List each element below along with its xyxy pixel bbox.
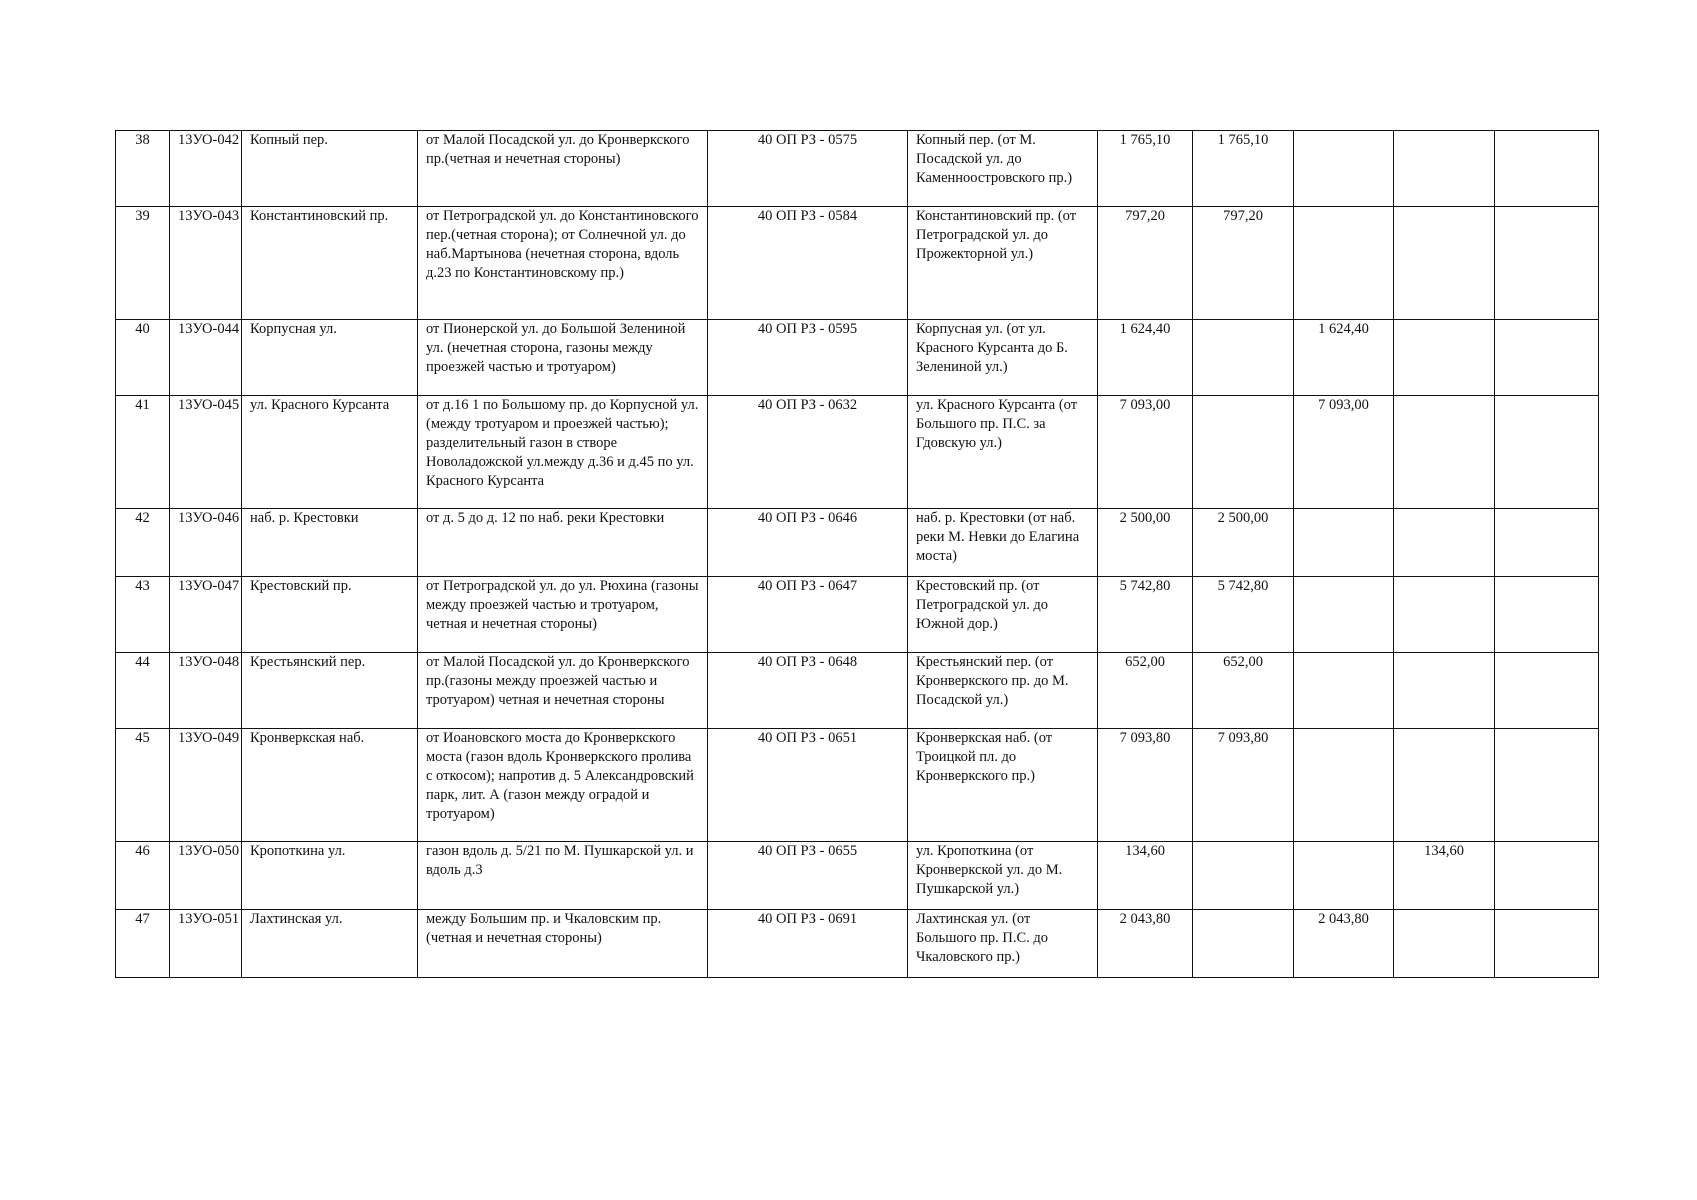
table-row — [116, 131, 1599, 207]
cell-location-description: от Малой Посадской ул. до Кронверкского пр.(четная и нечетная стороны) — [418, 131, 708, 207]
cell-registry-number: 40 ОП РЗ - 0632 — [708, 396, 908, 509]
table-row — [116, 577, 1599, 653]
cell-registry-number: 40 ОП РЗ - 0646 — [708, 509, 908, 577]
cell-value-1: 7 093,80 — [1193, 729, 1294, 842]
cell-number: 43 — [116, 577, 170, 653]
cell-code: 13УО-045 — [170, 396, 242, 509]
cell-street-name: Лахтинская ул. — [242, 910, 418, 978]
cell-street-name: Крестовский пр. — [242, 577, 418, 653]
cell-location-description: от Иоановского моста до Кронверкского моста (газон вдоль Кронверкского пролива с откосом); напротив д. 5 Александровский парк, лит. А (газон между оградой и тротуаром) — [418, 729, 708, 842]
cell-value-2: 2 043,80 — [1294, 910, 1394, 978]
cell-total-area: 5 742,80 — [1098, 577, 1193, 653]
cell-value-3 — [1394, 509, 1495, 577]
cell-value-3 — [1394, 207, 1495, 320]
cell-value-1: 797,20 — [1193, 207, 1294, 320]
cell-number: 40 — [116, 320, 170, 396]
cell-value-3 — [1394, 653, 1495, 729]
table-row — [116, 509, 1599, 577]
cell-street-name: Кронверкская наб. — [242, 729, 418, 842]
cell-location-description: между Большим пр. и Чкаловским пр.(четная и нечетная стороны) — [418, 910, 708, 978]
cell-value-2 — [1294, 729, 1394, 842]
table-row — [116, 207, 1599, 320]
table-body — [116, 131, 1599, 978]
cell-location-description: от д.16 1 по Большому пр. до Корпусной ул. (между тротуаром и проезжей частью); разделительный газон в створе Новоладожской ул.между д.36 и д.45 по ул. Красного Курсанта — [418, 396, 708, 509]
cell-code: 13УО-049 — [170, 729, 242, 842]
cell-registry-number: 40 ОП РЗ - 0655 — [708, 842, 908, 910]
cell-road-name: Корпусная ул. (от ул. Красного Курсанта до Б. Зелениной ул.) — [908, 320, 1098, 396]
cell-street-name: Константиновский пр. — [242, 207, 418, 320]
document-page — [115, 130, 1599, 978]
table-row — [116, 910, 1599, 978]
cell-number: 46 — [116, 842, 170, 910]
cell-registry-number: 40 ОП РЗ - 0575 — [708, 131, 908, 207]
cell-road-name: Кронверкская наб. (от Троицкой пл. до Кронверкского пр.) — [908, 729, 1098, 842]
table-row — [116, 842, 1599, 910]
cell-value-3 — [1394, 577, 1495, 653]
cell-street-name: ул. Красного Курсанта — [242, 396, 418, 509]
cell-code: 13УО-048 — [170, 653, 242, 729]
cell-street-name: Крестьянский пер. — [242, 653, 418, 729]
cell-location-description: от д. 5 до д. 12 по наб. реки Крестовки — [418, 509, 708, 577]
cell-number: 44 — [116, 653, 170, 729]
cell-street-name: Корпусная ул. — [242, 320, 418, 396]
cell-code: 13УО-047 — [170, 577, 242, 653]
cell-value-1 — [1193, 396, 1294, 509]
cell-value-4 — [1495, 509, 1599, 577]
cell-value-4 — [1495, 729, 1599, 842]
cell-road-name: ул. Кропоткина (от Кронверкской ул. до М. Пушкарской ул.) — [908, 842, 1098, 910]
cell-registry-number: 40 ОП РЗ - 0651 — [708, 729, 908, 842]
cell-total-area: 1 624,40 — [1098, 320, 1193, 396]
cell-road-name: Лахтинская ул. (от Большого пр. П.С. до Чкаловского пр.) — [908, 910, 1098, 978]
cell-code: 13УО-042 — [170, 131, 242, 207]
cell-value-2 — [1294, 509, 1394, 577]
cell-total-area: 2 500,00 — [1098, 509, 1193, 577]
table-row — [116, 653, 1599, 729]
cell-value-3 — [1394, 320, 1495, 396]
table-row — [116, 320, 1599, 396]
cell-value-1 — [1193, 842, 1294, 910]
cell-value-3: 134,60 — [1394, 842, 1495, 910]
cell-value-2: 1 624,40 — [1294, 320, 1394, 396]
cell-location-description: от Петроградской ул. до ул. Рюхина (газоны между проезжей частью и тротуаром, четная и нечетная стороны) — [418, 577, 708, 653]
cell-total-area: 1 765,10 — [1098, 131, 1193, 207]
cell-code: 13УО-044 — [170, 320, 242, 396]
cell-value-4 — [1495, 653, 1599, 729]
table-row — [116, 396, 1599, 509]
cell-total-area: 2 043,80 — [1098, 910, 1193, 978]
cell-location-description: газон вдоль д. 5/21 по М. Пушкарской ул. и вдоль д.3 — [418, 842, 708, 910]
cell-number: 47 — [116, 910, 170, 978]
cell-value-2: 7 093,00 — [1294, 396, 1394, 509]
cell-total-area: 7 093,00 — [1098, 396, 1193, 509]
cell-street-name: Кропоткина ул. — [242, 842, 418, 910]
cell-value-4 — [1495, 320, 1599, 396]
cell-value-2 — [1294, 577, 1394, 653]
cell-value-2 — [1294, 653, 1394, 729]
cell-value-3 — [1394, 131, 1495, 207]
cell-registry-number: 40 ОП РЗ - 0647 — [708, 577, 908, 653]
cell-road-name: Крестовский пр. (от Петроградской ул. до Южной дор.) — [908, 577, 1098, 653]
cell-registry-number: 40 ОП РЗ - 0595 — [708, 320, 908, 396]
cell-value-1: 1 765,10 — [1193, 131, 1294, 207]
cell-value-3 — [1394, 910, 1495, 978]
cell-value-4 — [1495, 577, 1599, 653]
cell-code: 13УО-051 — [170, 910, 242, 978]
cell-total-area: 134,60 — [1098, 842, 1193, 910]
cell-value-1 — [1193, 910, 1294, 978]
cell-value-3 — [1394, 396, 1495, 509]
cell-road-name: наб. р. Крестовки (от наб. реки М. Невки до Елагина моста) — [908, 509, 1098, 577]
cell-code: 13УО-050 — [170, 842, 242, 910]
cell-value-4 — [1495, 842, 1599, 910]
cell-value-2 — [1294, 842, 1394, 910]
cell-code: 13УО-043 — [170, 207, 242, 320]
cell-registry-number: 40 ОП РЗ - 0691 — [708, 910, 908, 978]
cell-road-name: Копный пер. (от М. Посадской ул. до Каменноостровского пр.) — [908, 131, 1098, 207]
cell-number: 39 — [116, 207, 170, 320]
cell-street-name: наб. р. Крестовки — [242, 509, 418, 577]
cell-value-1: 2 500,00 — [1193, 509, 1294, 577]
cell-registry-number: 40 ОП РЗ - 0648 — [708, 653, 908, 729]
cell-value-1: 652,00 — [1193, 653, 1294, 729]
cell-road-name: Крестьянский пер. (от Кронверкского пр. до М. Посадской ул.) — [908, 653, 1098, 729]
cell-value-4 — [1495, 207, 1599, 320]
cell-road-name: Константиновский пр. (от Петроградской ул. до Прожекторной ул.) — [908, 207, 1098, 320]
cell-location-description: от Пионерской ул. до Большой Зелениной ул. (нечетная сторона, газоны между проезжей частью и тротуаром) — [418, 320, 708, 396]
cell-value-3 — [1394, 729, 1495, 842]
cell-value-4 — [1495, 396, 1599, 509]
cell-number: 41 — [116, 396, 170, 509]
cell-location-description: от Малой Посадской ул. до Кронверкского пр.(газоны между проезжей частью и тротуаром) четная и нечетная стороны — [418, 653, 708, 729]
cell-number: 38 — [116, 131, 170, 207]
cell-value-1 — [1193, 320, 1294, 396]
cell-code: 13УО-046 — [170, 509, 242, 577]
cell-total-area: 797,20 — [1098, 207, 1193, 320]
table-row — [116, 729, 1599, 842]
cell-value-2 — [1294, 131, 1394, 207]
cell-registry-number: 40 ОП РЗ - 0584 — [708, 207, 908, 320]
cell-total-area: 652,00 — [1098, 653, 1193, 729]
cell-number: 42 — [116, 509, 170, 577]
cell-value-2 — [1294, 207, 1394, 320]
cell-total-area: 7 093,80 — [1098, 729, 1193, 842]
cell-road-name: ул. Красного Курсанта (от Большого пр. П.С. за Гдовскую ул.) — [908, 396, 1098, 509]
cell-value-4 — [1495, 131, 1599, 207]
cell-location-description: от Петроградской ул. до Константиновского пер.(четная сторона); от Солнечной ул. до наб.Мартынова (нечетная сторона, вдоль д.23 по Константиновскому пр.) — [418, 207, 708, 320]
cell-street-name: Копный пер. — [242, 131, 418, 207]
data-table — [115, 130, 1599, 978]
cell-value-1: 5 742,80 — [1193, 577, 1294, 653]
cell-value-4 — [1495, 910, 1599, 978]
cell-number: 45 — [116, 729, 170, 842]
